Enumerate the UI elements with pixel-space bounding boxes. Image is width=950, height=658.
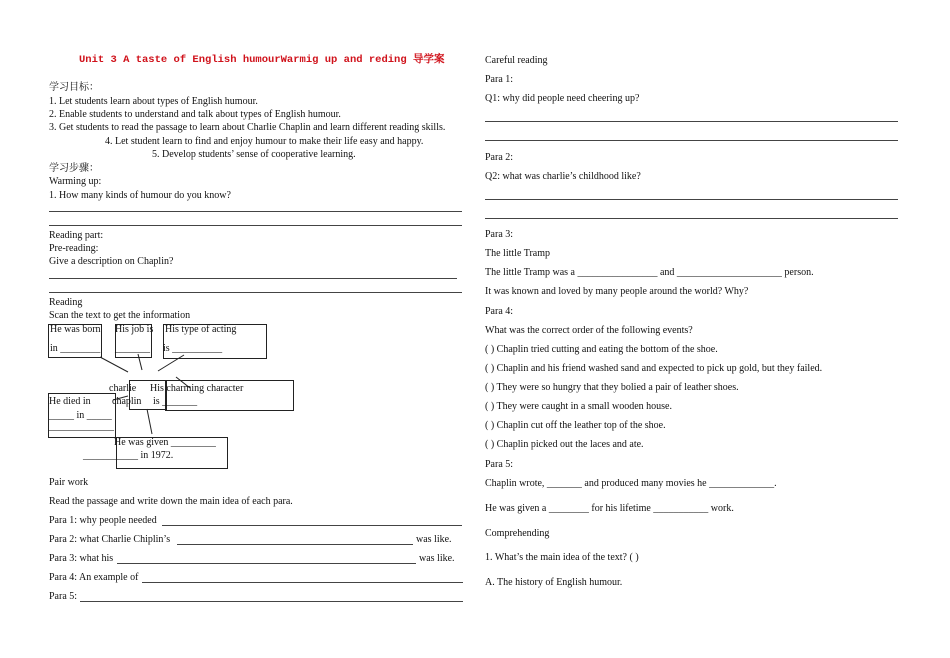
answer-line[interactable] <box>485 199 898 200</box>
para-heading: Para 5: <box>485 459 514 470</box>
para-line-suffix: was like. <box>416 534 452 545</box>
answer-line[interactable] <box>117 563 416 564</box>
answer-line[interactable] <box>485 121 898 122</box>
reading-heading: Reading <box>49 297 83 308</box>
tramp-fill-in[interactable]: The little Tramp was a ________________ and _____________________ person. <box>485 267 814 278</box>
objective-item: 1. Let students learn about types of English humour. <box>49 96 258 107</box>
job-label: His job is <box>115 324 154 335</box>
answer-line[interactable] <box>485 218 898 219</box>
warm-up-question: 1. How many kinds of humour do you know? <box>49 190 231 201</box>
event-item[interactable]: ( ) Chaplin picked out the laces and ate. <box>485 439 644 450</box>
option-a[interactable]: A. The history of English humour. <box>485 577 623 588</box>
center-name-chaplin: chaplin <box>112 396 142 407</box>
para-line-label: Para 1: why people needed <box>49 515 157 526</box>
pair-work-heading: Pair work <box>49 477 89 488</box>
answer-line[interactable] <box>485 140 898 141</box>
question-2: Q2: what was charlie’s childhood like? <box>485 171 641 182</box>
para-heading: Para 2: <box>485 152 514 163</box>
charm-blank[interactable]: is _______ <box>153 396 198 407</box>
connector-line <box>158 355 184 371</box>
answer-line[interactable] <box>177 544 413 545</box>
tramp-heading: The little Tramp <box>485 248 550 259</box>
steps-heading: 学习步骤： <box>49 163 99 174</box>
died-label: He died in <box>49 396 91 407</box>
scan-instruction: Scan the text to get the information <box>49 310 191 321</box>
connector-line <box>100 357 128 372</box>
center-name-charlie: charlie <box>109 383 137 394</box>
order-question: What was the correct order of the following events? <box>485 325 693 336</box>
answer-line[interactable] <box>162 525 462 526</box>
main-idea-instruction: Read the passage and write down the main idea of each para. <box>49 496 293 507</box>
died-blank[interactable]: _____ in _____ <box>49 410 112 421</box>
event-item[interactable]: ( ) Chaplin tried cutting and eating the bottom of the shoe. <box>485 344 718 355</box>
para-heading: Para 1: <box>485 74 514 85</box>
para-line-label: Para 4: An example of <box>49 572 139 583</box>
award-fill-in[interactable]: He was given a ________ for his lifetime ___________ work. <box>485 503 734 514</box>
event-item[interactable]: ( ) Chaplin and his friend washed sand and expected to pick up gold, but they failed. <box>485 363 823 374</box>
description-prompt: Give a description on Chaplin? <box>49 256 174 267</box>
born-label: He was born <box>50 324 101 335</box>
pre-reading-heading: Pre-reading: <box>49 243 99 254</box>
event-item[interactable]: ( ) They were so hungry that they bolied a pair of leather shoes. <box>485 382 739 393</box>
para-heading: Para 4: <box>485 306 514 317</box>
known-question: It was known and loved by many people around the world? Why? <box>485 286 749 297</box>
acting-blank[interactable]: is __________ <box>163 343 223 354</box>
objective-item: 5. Develop students’ sense of cooperative learning. <box>152 149 356 160</box>
answer-line[interactable] <box>142 582 463 583</box>
comprehending-heading: Comprehending <box>485 528 550 539</box>
para-heading: Para 3: <box>485 229 514 240</box>
objective-item: 2. Enable students to understand and talk about types of English humour. <box>49 109 341 120</box>
para5-fill-in[interactable]: Chaplin wrote, _______ and produced many movies he _____________. <box>485 478 777 489</box>
died-blank[interactable]: _____________ <box>49 421 114 432</box>
acting-label: His type of acting <box>165 324 237 335</box>
award-label: He was given _________ <box>114 437 216 448</box>
job-blank[interactable]: _______ <box>115 343 150 354</box>
objective-item: 4. Let student learn to find and enjoy humour to make their life easy and happy. <box>105 136 424 147</box>
born-blank[interactable]: in ________ <box>50 343 101 354</box>
award-blank[interactable]: ___________ in 1972. <box>83 450 174 461</box>
main-idea-question: 1. What’s the main idea of the text? ( ) <box>485 552 639 563</box>
para-line-suffix: was like. <box>419 553 455 564</box>
page-title: Unit 3 A taste of English humourWarmig up and reding 导学案 <box>79 54 445 66</box>
event-item[interactable]: ( ) Chaplin cut off the leather top of the shoe. <box>485 420 666 431</box>
para-line-label: Para 3: what his <box>49 553 114 564</box>
connector-line <box>147 409 152 434</box>
charm-label: His charming character <box>150 383 244 394</box>
connector-line <box>138 354 142 370</box>
answer-line[interactable] <box>80 601 463 602</box>
warming-up-heading: Warming up: <box>49 176 102 187</box>
question-1: Q1: why did people need cheering up? <box>485 93 640 104</box>
objectives-heading: 学习目标： <box>49 82 99 93</box>
event-item[interactable]: ( ) They were caught in a small wooden house. <box>485 401 672 412</box>
para-line-label: Para 5: <box>49 591 78 602</box>
reading-part-heading: Reading part: <box>49 230 104 241</box>
para-line-label: Para 2: what Charlie Chiplin’s <box>49 534 171 545</box>
careful-reading-heading: Careful reading <box>485 55 548 66</box>
objective-item: 3. Get students to read the passage to learn about Charlie Chaplin and learn different reading skills. <box>49 122 446 133</box>
